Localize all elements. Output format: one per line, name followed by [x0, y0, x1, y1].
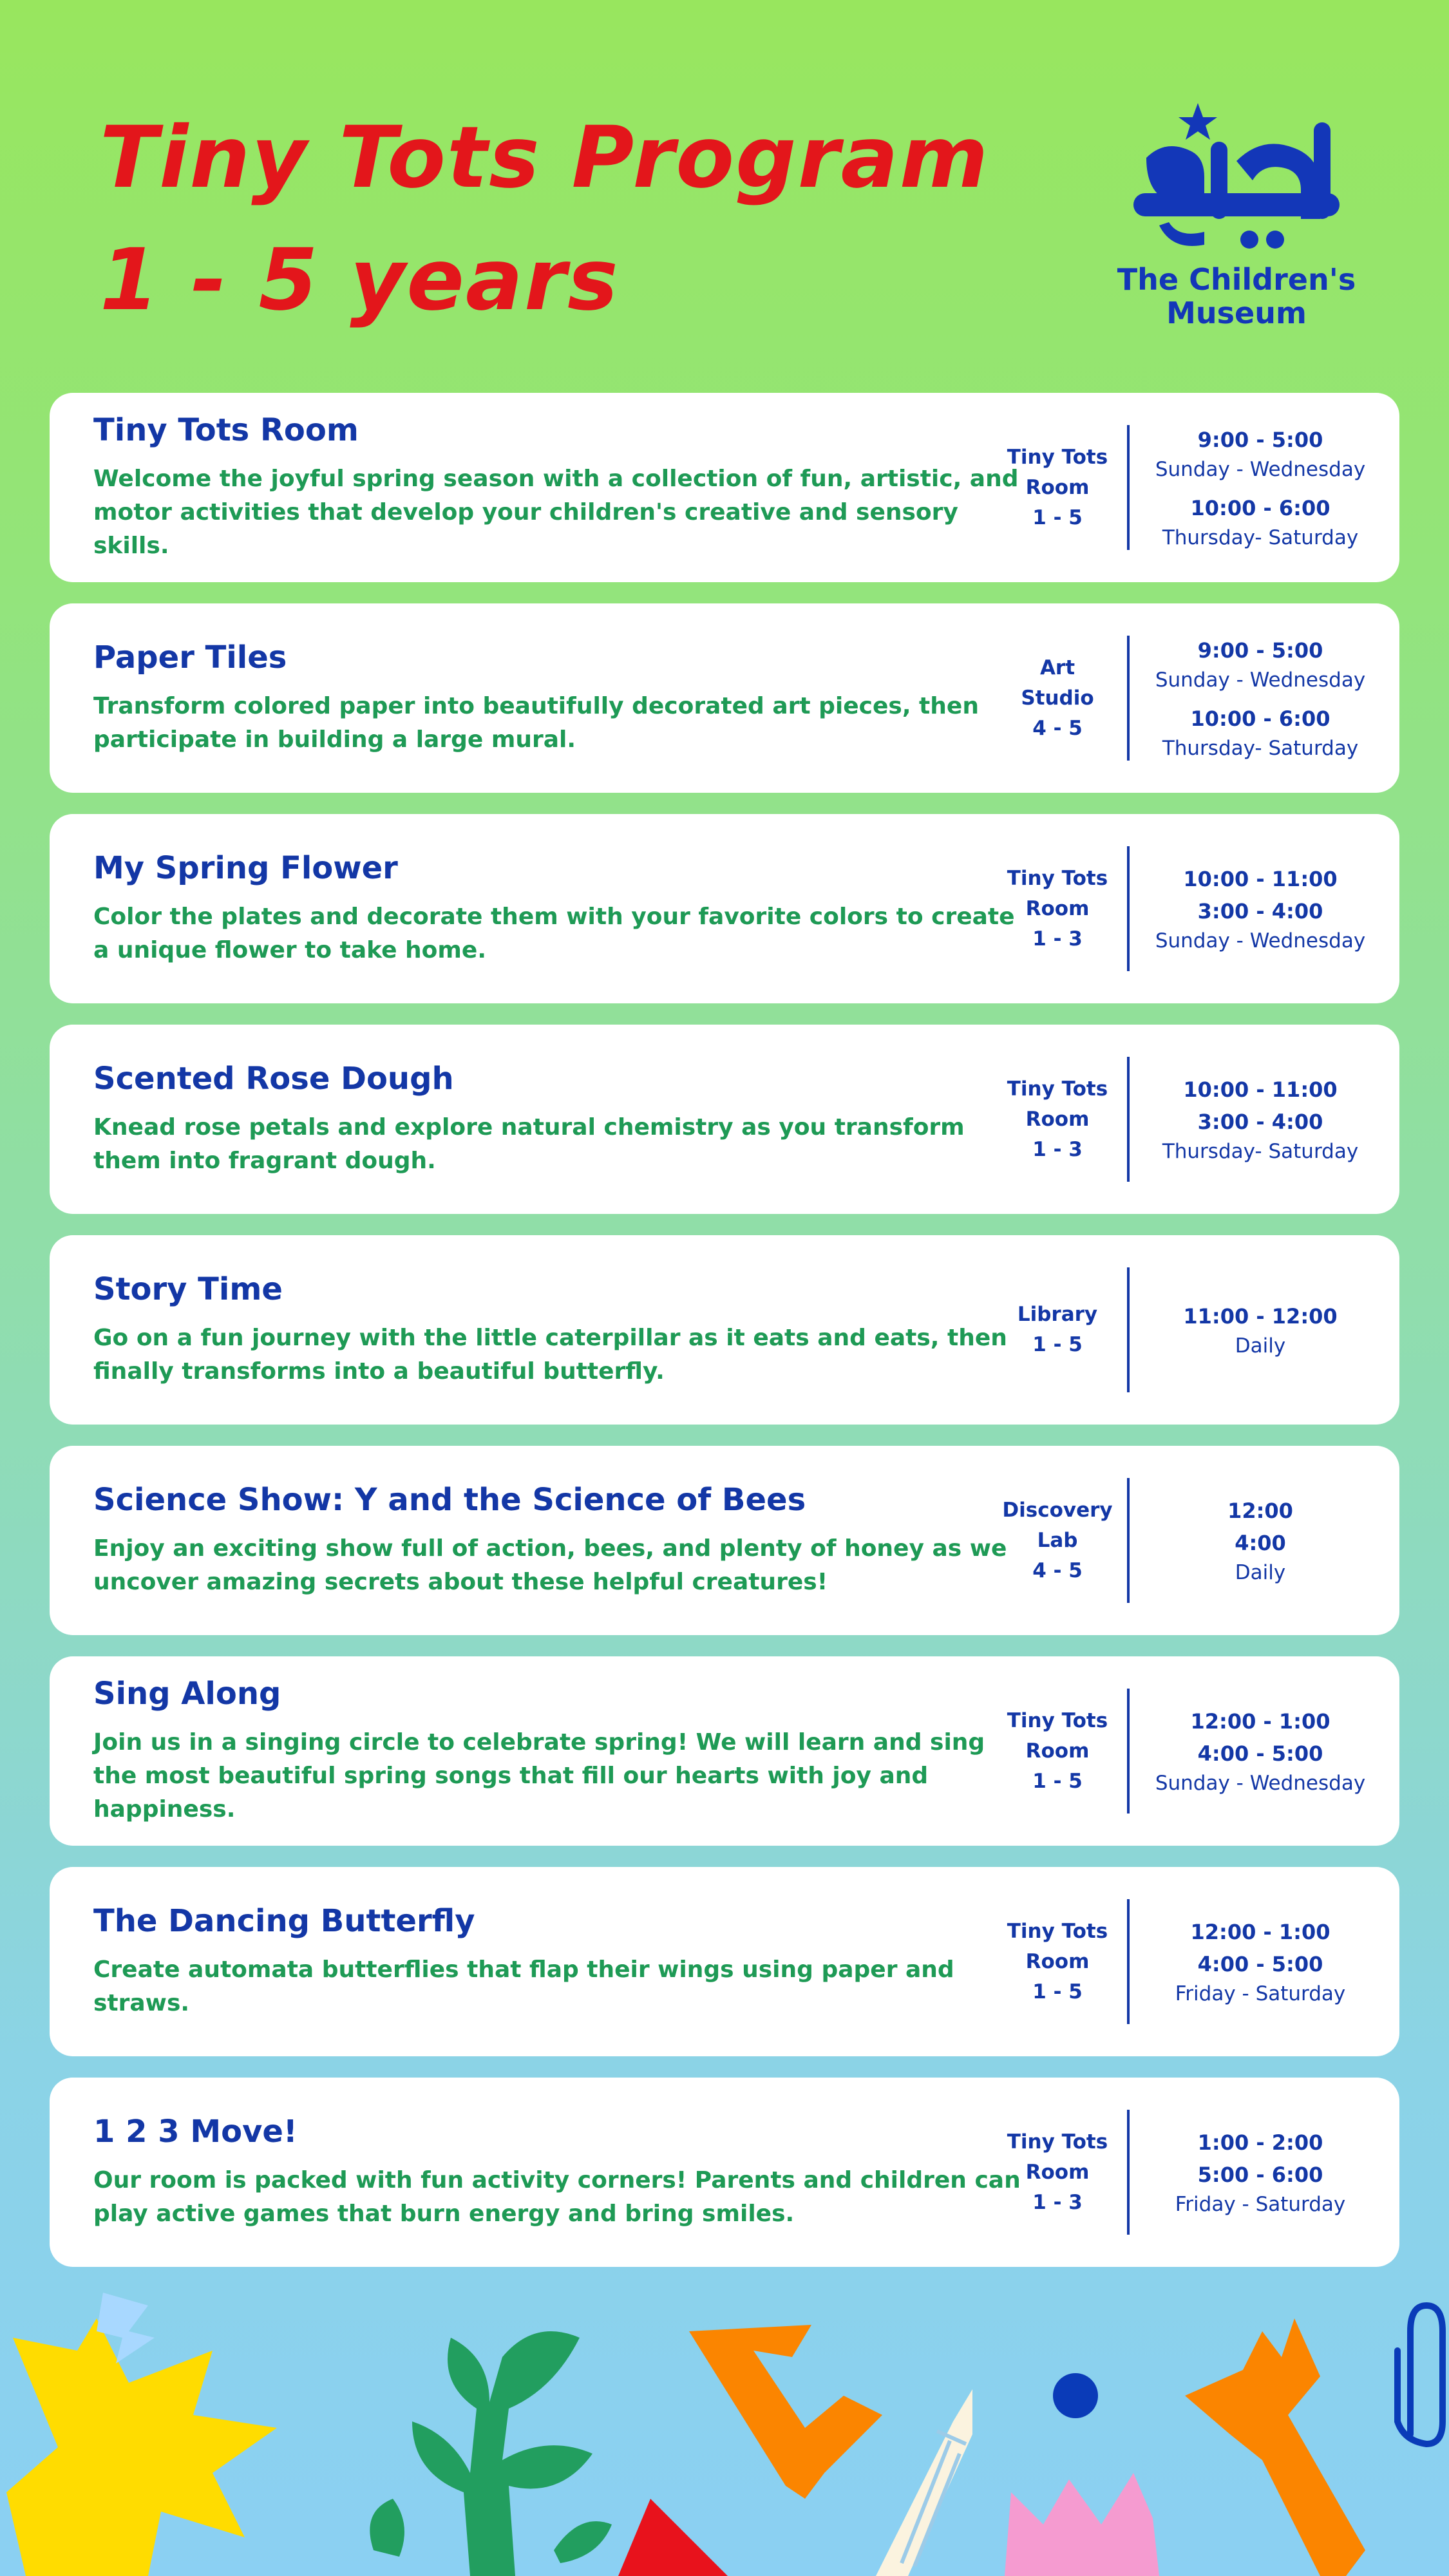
program-title: Tiny Tots Room [93, 412, 359, 448]
card-divider [1127, 846, 1130, 971]
schedule-time: 5:00 - 6:00 [1197, 2163, 1323, 2187]
program-list [50, 393, 1399, 2288]
schedule-days: Daily [1235, 1561, 1286, 1584]
location-line: Tiny Tots [1007, 445, 1108, 469]
green-leaf-shape [370, 2331, 612, 2576]
program-title: Scented Rose Dough [93, 1061, 454, 1097]
blue-dot-shape [1053, 2373, 1098, 2418]
orange-branch-shape [1185, 2318, 1365, 2576]
program-schedule [1132, 2078, 1389, 2267]
program-info [93, 2078, 1021, 2267]
location-line: Tiny Tots [1007, 1919, 1108, 1943]
program-location [990, 2078, 1125, 2267]
program-info [93, 1025, 1021, 1214]
card-divider [1127, 1689, 1130, 1814]
program-info [93, 1235, 1021, 1425]
program-title: Sing Along [93, 1676, 281, 1712]
pencil-shape [876, 2389, 972, 2576]
program-title: The Dancing Butterfly [93, 1903, 475, 1939]
schedule-time: 10:00 - 6:00 [1190, 706, 1331, 731]
program-card [50, 1656, 1399, 1846]
schedule-days: Friday - Saturday [1175, 2193, 1346, 2216]
logo-line2: Museum [1166, 296, 1307, 330]
card-divider [1127, 1267, 1130, 1392]
program-card [50, 1867, 1399, 2056]
program-info [93, 603, 1021, 793]
schedule-days: Thursday- Saturday [1162, 526, 1359, 549]
program-schedule [1132, 1656, 1389, 1846]
location-line: 1 - 3 [1032, 927, 1083, 951]
schedule-time: 10:00 - 11:00 [1183, 867, 1338, 891]
program-location [990, 814, 1125, 1003]
location-line: Room [1025, 1107, 1090, 1131]
card-divider [1127, 1899, 1130, 2024]
location-line: 1 - 5 [1032, 1769, 1083, 1793]
schedule-days: Thursday- Saturday [1162, 737, 1359, 760]
program-card [50, 1025, 1399, 1214]
program-description: Knead rose petals and explore natural chemistry as you transform them into fragrant dough. [93, 1114, 965, 1174]
schedule-time: 1:00 - 2:00 [1197, 2130, 1323, 2155]
program-title: 1 2 3 Move! [93, 2114, 298, 2150]
program-location [990, 1446, 1125, 1635]
card-divider [1127, 1478, 1130, 1603]
red-triangle-shape [618, 2499, 728, 2576]
schedule-time: 9:00 - 5:00 [1197, 638, 1323, 663]
schedule-time: 11:00 - 12:00 [1183, 1304, 1338, 1329]
program-card [50, 2078, 1399, 2267]
program-location [990, 1025, 1125, 1214]
location-line: Room [1025, 2160, 1090, 2184]
program-description: Welcome the joyful spring season with a collection of fun, artistic, and motor activities that develop your children's creative and sensory skills. [93, 466, 1019, 559]
page-title-line2: 1 - 5 years [100, 231, 620, 330]
location-line: Discovery [1002, 1498, 1113, 1522]
schedule-days: Sunday - Wednesday [1155, 668, 1366, 692]
program-description: Create automata butterflies that flap their wings using paper and straws. [93, 1956, 954, 2016]
card-divider [1127, 2110, 1130, 2235]
program-info [93, 1867, 1021, 2056]
location-line: 1 - 3 [1032, 2190, 1083, 2214]
program-title: Paper Tiles [93, 639, 287, 676]
location-line: Tiny Tots [1007, 2130, 1108, 2154]
program-card [50, 814, 1399, 1003]
decorative-shapes [0, 2280, 1449, 2576]
location-line: 1 - 5 [1032, 1980, 1083, 2003]
card-divider [1127, 636, 1130, 761]
page-title [100, 97, 989, 341]
program-info [93, 1656, 1021, 1846]
schedule-time: 12:00 - 1:00 [1190, 1709, 1331, 1734]
schedule-time: 10:00 - 6:00 [1190, 496, 1331, 520]
childrens-museum-logo [1095, 97, 1378, 341]
program-schedule [1132, 1867, 1389, 2056]
location-line: Room [1025, 896, 1090, 920]
page-title-line1: Tiny Tots Program [100, 108, 990, 207]
location-line: 4 - 5 [1032, 716, 1083, 740]
program-card [50, 1446, 1399, 1635]
location-line: 1 - 3 [1032, 1137, 1083, 1161]
logo-text [1095, 263, 1378, 330]
program-schedule [1132, 1446, 1389, 1635]
yellow-sun-shape [6, 2318, 277, 2576]
card-divider [1127, 425, 1130, 550]
program-info [93, 1446, 1021, 1635]
program-card [50, 393, 1399, 582]
schedule-days: Sunday - Wednesday [1155, 929, 1366, 952]
program-schedule [1132, 814, 1389, 1003]
program-title: Science Show: Y and the Science of Bees [93, 1482, 806, 1518]
schedule-days: Sunday - Wednesday [1155, 458, 1366, 481]
program-description: Our room is packed with fun activity corners! Parents and children can play active games that burn energy and bring smiles. [93, 2167, 1021, 2227]
location-line: 1 - 5 [1032, 506, 1083, 529]
program-location [990, 603, 1125, 793]
program-card [50, 1235, 1399, 1425]
program-location [990, 1656, 1125, 1846]
schedule-time: 4:00 - 5:00 [1197, 1741, 1323, 1766]
location-line: 4 - 5 [1032, 1558, 1083, 1582]
location-line: 1 - 5 [1032, 1333, 1083, 1356]
program-schedule [1132, 603, 1389, 793]
program-card [50, 603, 1399, 793]
program-description: Join us in a singing circle to celebrate spring! We will learn and sing the most beautiful spring songs that fill our hearts with joy and happiness. [93, 1729, 985, 1823]
schedule-days: Daily [1235, 1334, 1286, 1358]
program-info [93, 814, 1021, 1003]
program-schedule [1132, 393, 1389, 582]
location-line: Art [1039, 656, 1075, 679]
location-line: Tiny Tots [1007, 1077, 1108, 1101]
program-description: Go on a fun journey with the little caterpillar as it eats and eats, then finally transforms into a beautiful butterfly. [93, 1325, 1007, 1385]
program-title: My Spring Flower [93, 850, 398, 886]
schedule-time: 10:00 - 11:00 [1183, 1077, 1338, 1102]
location-line: Tiny Tots [1007, 866, 1108, 890]
schedule-time: 12:00 [1227, 1499, 1293, 1523]
orange-y-shape [689, 2325, 882, 2499]
logo-line1: The Children's [1117, 262, 1356, 297]
pink-tulip-shape [1005, 2473, 1159, 2576]
logo-arabic-mark [1121, 97, 1352, 258]
program-description: Color the plates and decorate them with your favorite colors to create a unique flower to take home. [93, 904, 1015, 963]
schedule-days: Friday - Saturday [1175, 1982, 1346, 2005]
location-line: Lab [1037, 1528, 1078, 1552]
program-location [990, 1867, 1125, 2056]
schedule-days: Thursday- Saturday [1162, 1140, 1359, 1163]
card-divider [1127, 1057, 1130, 1182]
schedule-time: 9:00 - 5:00 [1197, 428, 1323, 452]
program-schedule [1132, 1025, 1389, 1214]
program-location [990, 393, 1125, 582]
schedule-time: 4:00 - 5:00 [1197, 1952, 1323, 1976]
schedule-time: 3:00 - 4:00 [1197, 899, 1323, 923]
location-line: Tiny Tots [1007, 1709, 1108, 1732]
schedule-time: 12:00 - 1:00 [1190, 1920, 1331, 1944]
location-line: Room [1025, 475, 1090, 499]
program-title: Story Time [93, 1271, 283, 1307]
location-line: Library [1017, 1303, 1098, 1326]
schedule-days: Sunday - Wednesday [1155, 1772, 1366, 1795]
program-description: Transform colored paper into beautifully decorated art pieces, then participate in building a large mural. [93, 693, 979, 753]
schedule-time: 3:00 - 4:00 [1197, 1110, 1323, 1134]
location-line: Room [1025, 1739, 1090, 1763]
program-description: Enjoy an exciting show full of action, bees, and plenty of honey as we uncover amazing secrets about these helpful creatures! [93, 1535, 1007, 1595]
program-schedule [1132, 1235, 1389, 1425]
schedule-time: 4:00 [1235, 1531, 1286, 1555]
location-line: Studio [1021, 686, 1094, 710]
program-location [990, 1235, 1125, 1425]
location-line: Room [1025, 1949, 1090, 1973]
program-info [93, 393, 1021, 582]
paperclip-shape [1397, 2306, 1443, 2444]
